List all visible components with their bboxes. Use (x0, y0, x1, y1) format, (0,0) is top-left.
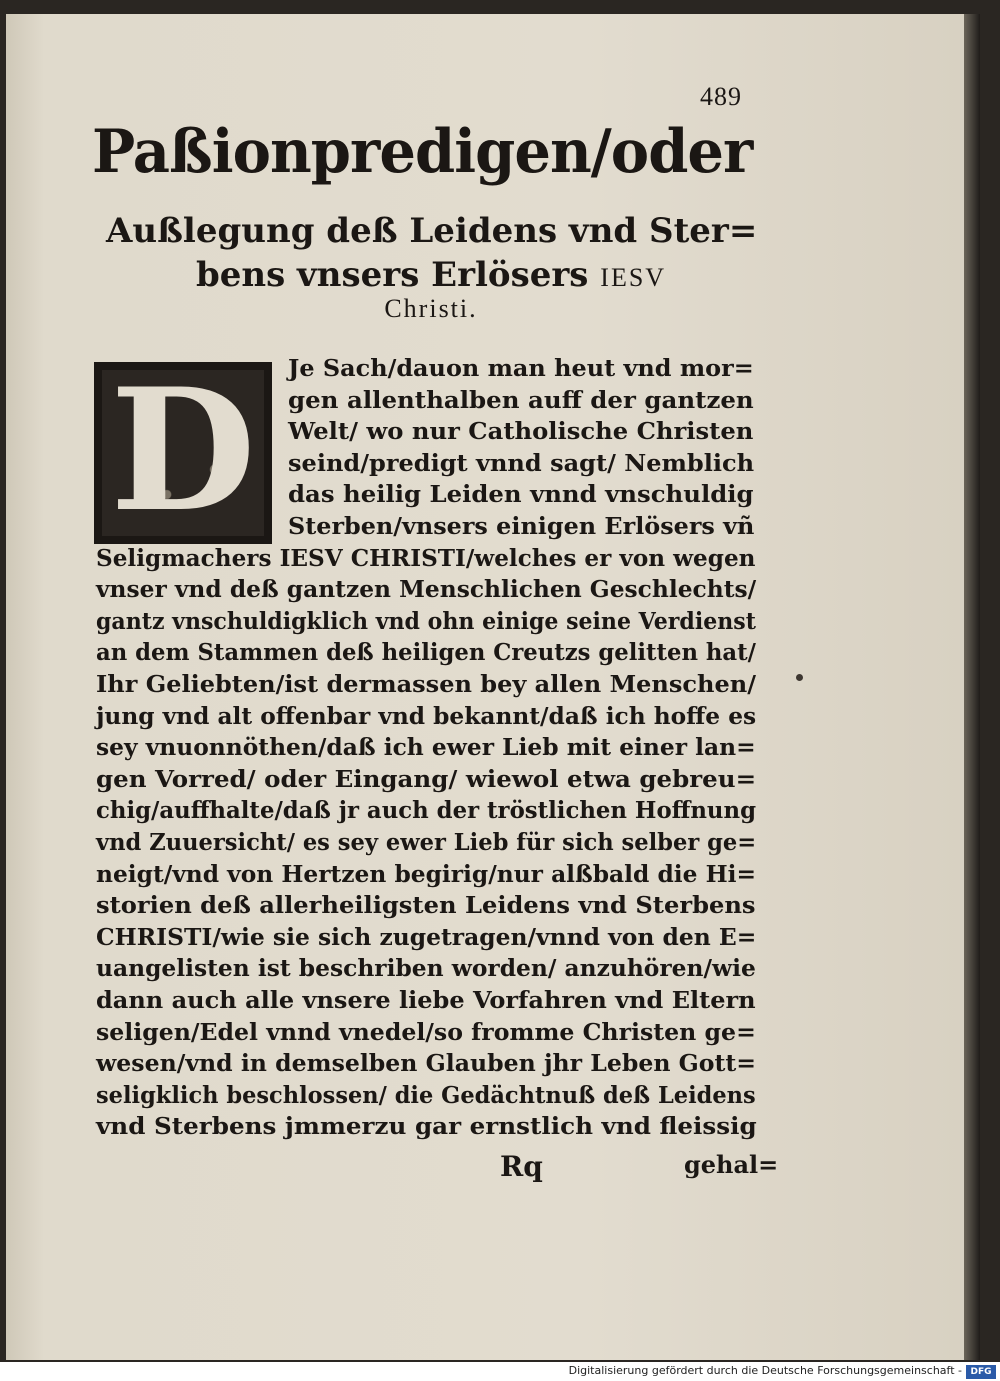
body-line: seligklich beschlossen/ die Gedächtnuß deß Leidens (96, 1081, 756, 1109)
body-line: dann auch alle vnsere liebe Vorfahren vnd Eltern (96, 987, 756, 1014)
catchword: gehal= (684, 1150, 779, 1179)
title-subtitle-line-1: Außlegung deß Leidens vnd Ster= (106, 211, 758, 251)
title-subtitle-line-3: Christi. (384, 294, 478, 323)
page-number: 489 (700, 82, 742, 111)
body-line: vnd Sterbens jmmerzu gar ernstlich vnd fleissig (96, 1113, 757, 1141)
title-subtitle-line-2 (106, 254, 756, 299)
book-fore-edge (964, 14, 980, 1360)
body-line: gen allenthalben auff der gantzen (288, 386, 754, 414)
body-line: das heilig Leiden vnnd vnschuldig (288, 481, 754, 509)
body-line: chig/auffhalte/daß jr auch der tröstlichen Hoffnung (96, 797, 757, 825)
body-line: Seligmachers IESV CHRISTI/welches er von wegen (96, 544, 756, 572)
body-line: Welt/ wo nur Catholische Christen (288, 418, 754, 446)
body-line: jung vnd alt offenbar vnd bekannt/daß ich hoffe es (96, 702, 757, 730)
decorated-initial-letter: D (110, 362, 256, 544)
body-line: sey vnuonnöthen/daß ich ewer Lieb mit einer lan= (96, 734, 756, 762)
paper-speck (796, 674, 803, 681)
body-line: vnser vnd deß gantzen Menschlichen Geschlechts/ (96, 576, 757, 604)
body-line: Je Sach/dauon man heut vnd mor= (288, 355, 754, 382)
decorated-initial (94, 362, 272, 544)
title-subtitle-line-2-caps: IESV (600, 263, 667, 292)
body-line: gen Vorred/ oder Eingang/ wiewol etwa gebreu= (96, 765, 757, 793)
credit-bar (0, 1364, 1000, 1381)
body-line: an dem Stammen deß heiligen Creutzs gelitten hat/ (96, 639, 756, 667)
body-line: Sterben/vnsers einigen Erlösers vñ (288, 513, 755, 540)
book-page (6, 14, 964, 1360)
body-line: Ihr Geliebten/ist dermassen bey allen Menschen/ (96, 671, 757, 698)
body-line: seind/predigt vnnd sagt/ Nemblich (288, 449, 755, 477)
body-line: seligen/Edel vnnd vnedel/so fromme Christen ge= (96, 1018, 756, 1046)
body-line: wesen/vnd in demselben Glauben jhr Leben Gott= (96, 1050, 757, 1078)
body-line: gantz vnschuldigklich vnd ohn einige seine Verdienst (96, 607, 756, 635)
body-line: uangelisten ist beschriben worden/ anzuhören/wie (96, 955, 756, 983)
title-main: Paßionpredigen/oder (92, 117, 753, 187)
dfg-logo: DFG (966, 1365, 996, 1379)
body-line: CHRISTI/wie sie sich zugetragen/vnnd von den E= (96, 923, 757, 951)
credit-text: Digitalisierung gefördert durch die Deutsche Forschungsgemeinschaft - (568, 1364, 962, 1377)
body-line: storien deß allerheiligsten Leidens vnd Sterbens (96, 892, 756, 920)
title-subtitle-line-2-text: bens vnsers Erlösers (195, 255, 589, 295)
signature-mark: Rq (500, 1150, 543, 1183)
body-line: neigt/vnd von Hertzen begirig/nur alßbald die Hi= (96, 860, 757, 888)
body-line: vnd Zuuersicht/ es sey ewer Lieb für sich selber ge= (96, 829, 757, 856)
